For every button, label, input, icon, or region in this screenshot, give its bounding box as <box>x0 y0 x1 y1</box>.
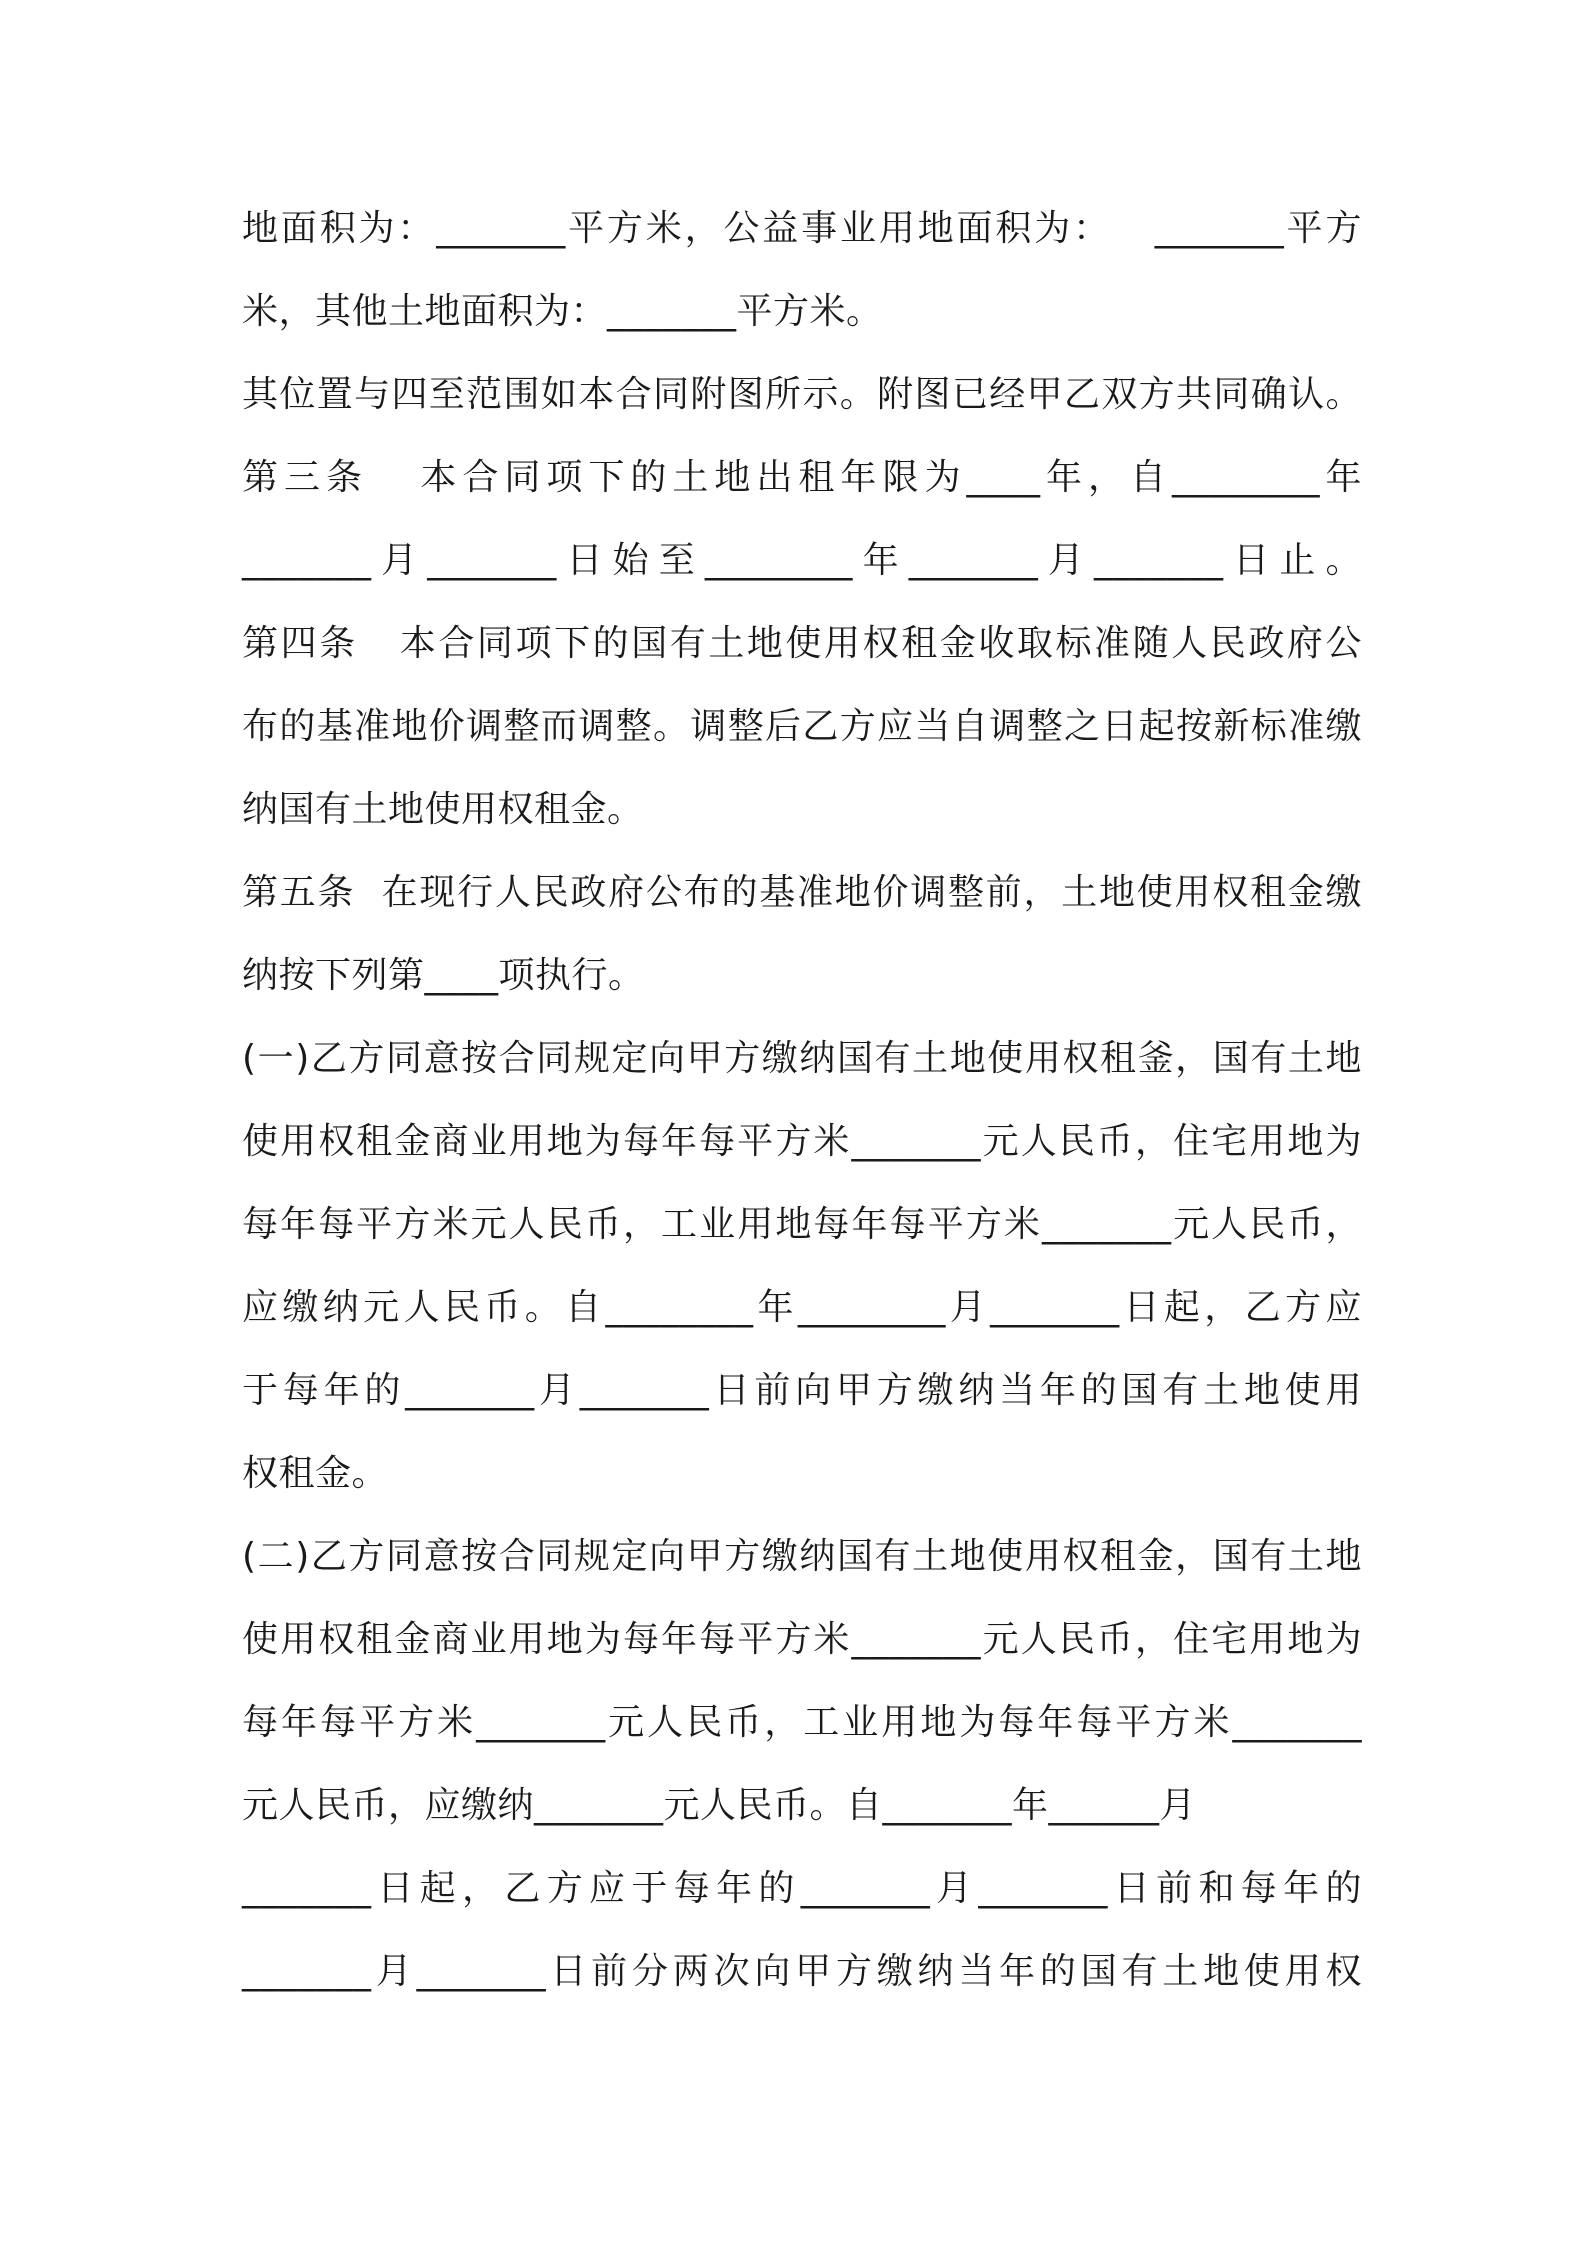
text-line: 地面积为：_______平方米，公益事业用地面积为： _______平方 <box>242 208 1362 249</box>
text-line: 使用权租金商业用地为每年每平方米_______元人民币，住宅用地为 <box>242 1121 1362 1162</box>
text-line: 每年每平方米元人民币，工业用地每年每平方米_______元人民币， <box>242 1204 1362 1245</box>
text-line: 纳按下列第____项执行。 <box>242 955 645 996</box>
text-line: 布的基准地价调整而调整。调整后乙方应当自调整之日起按新标准缴 <box>242 706 1362 747</box>
text-line: 元人民币，应缴纳_______元人民币。自_______年______月 <box>242 1785 1197 1826</box>
text-line: (二)乙方同意按合同规定向甲方缴纳国有土地使用权租金，国有土地 <box>242 1536 1362 1577</box>
text-line: 权租金。 <box>242 1453 389 1494</box>
text-line: _______月_______日前分两次向甲方缴纳当年的国有土地使用权 <box>242 1951 1362 1992</box>
text-line: _______日起，乙方应于每年的_______月_______日前和每年的 <box>242 1868 1362 1909</box>
text-line: 其位置与四至范围如本合同附图所示。附图已经甲乙双方共同确认。 <box>242 374 1362 415</box>
text-line: 米，其他土地面积为：_______平方米。 <box>242 291 883 332</box>
text-line: 于每年的_______月_______日前向甲方缴纳当年的国有土地使用 <box>242 1370 1362 1411</box>
text-line: 应缴纳元人民币。自________年________月_______日起，乙方应 <box>242 1287 1362 1328</box>
text-line: 第三条 本合同项下的土地出租年限为____年，自________年 <box>242 457 1362 498</box>
text-line: 纳国有土地使用权租金。 <box>242 789 644 830</box>
text-line: (一)乙方同意按合同规定向甲方缴纳国有土地使用权租釜，国有土地 <box>242 1038 1362 1079</box>
text-line: _______月_______日始至________年_______月_______日止。 <box>242 540 1362 581</box>
text-line: 每年每平方米_______元人民币，工业用地为每年每平方米_______ <box>242 1702 1362 1743</box>
text-line: 第四条 本合同项下的国有土地使用权租金收取标准随人民政府公 <box>242 623 1362 664</box>
text-line: 使用权租金商业用地为每年每平方米_______元人民币，住宅用地为 <box>242 1619 1362 1660</box>
text-line: 第五条 在现行人民政府公布的基准地价调整前，土地使用权租金缴 <box>242 872 1362 913</box>
